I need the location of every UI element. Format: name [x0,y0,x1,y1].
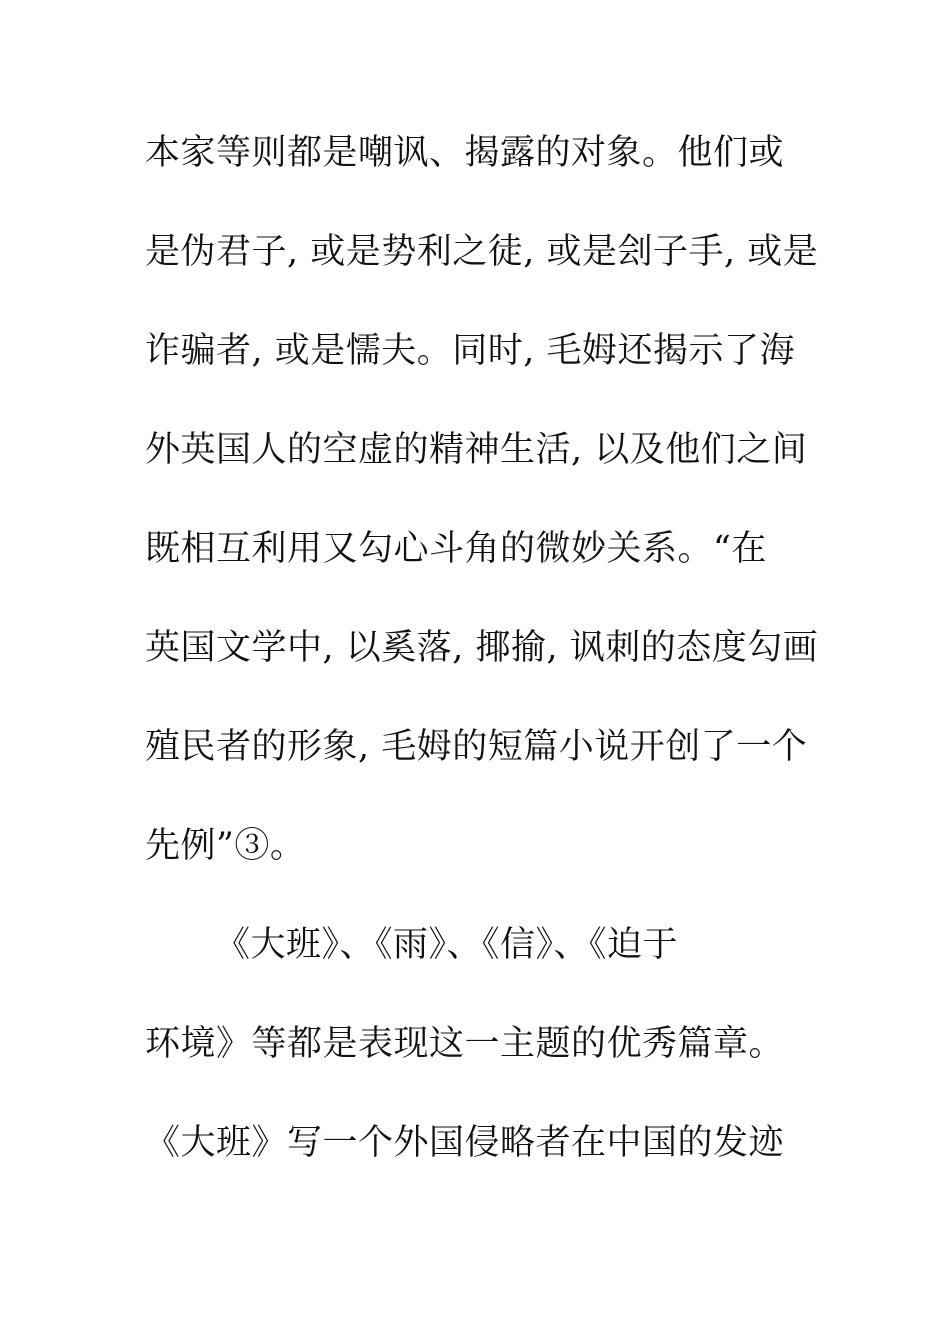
text-line: 环境》等都是表现这一主题的优秀篇章。 [145,1024,785,1064]
text-line: 殖民者的形象, 毛姆的短篇小说开创了一个 [145,727,808,767]
text-line: 既相互利用又勾心斗角的微妙关系。“在 [145,529,767,569]
text-line: 先例”③。 [145,826,306,866]
text-line: 本家等则都是嘲讽、揭露的对象。他们或 [145,133,785,173]
text-line: 是伪君子, 或是势利之徒, 或是刽子手, 或是 [145,232,819,272]
text-line: 《大班》写一个外国侵略者在中国的发迹 [145,1123,785,1163]
text-line: 外英国人的空虚的精神生活, 以及他们之间 [145,430,808,470]
text-line: 诈骗者, 或是懦夫。同时, 毛姆还揭示了海 [145,331,796,371]
paragraph-first-line: 《大班》、《雨》、《信》、《迫于 [215,925,679,965]
text-line: 英国文学中, 以奚落, 揶揄, 讽刺的态度勾画 [145,628,819,668]
